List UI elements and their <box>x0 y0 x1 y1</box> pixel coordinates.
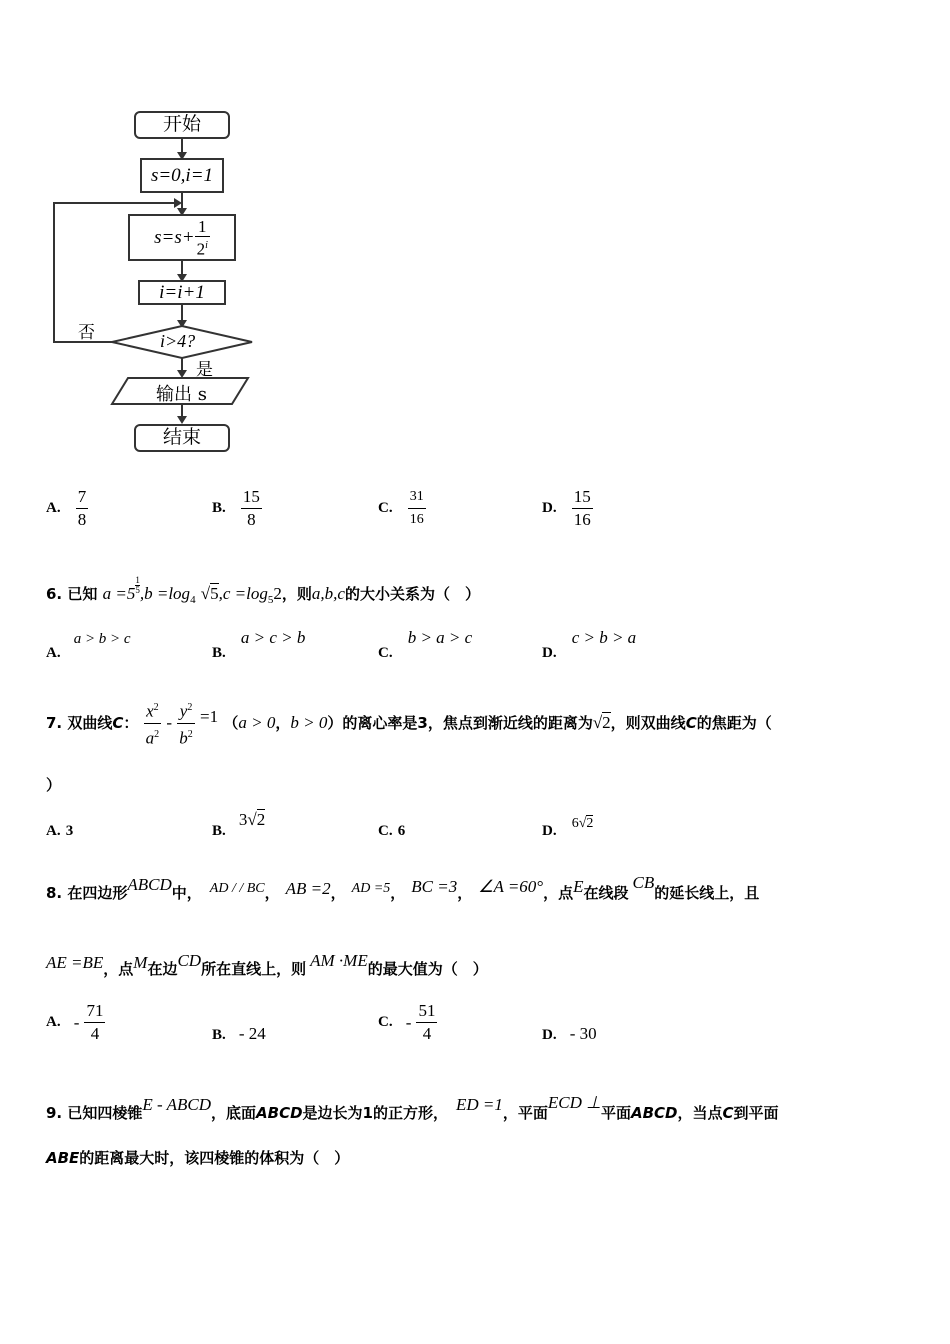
update-s-prefix: s=s+ <box>154 227 195 248</box>
q8-text5: 的延长线上，且 <box>654 884 760 902</box>
q8-l2-c1: AE =BE <box>46 953 104 972</box>
q6-prefix: 已知 <box>67 585 98 603</box>
q7-d-rad: 2 <box>586 816 594 831</box>
q7-cond-b: b > 0 <box>290 713 328 732</box>
q7-option-b[interactable]: B. 3√2 <box>212 810 266 839</box>
q9-text1: 已知四棱锥 <box>67 1104 143 1122</box>
q8-c-sign: - <box>405 1012 412 1032</box>
q7-y-den: b <box>179 728 188 748</box>
q8-abcd: ABCD <box>127 875 172 894</box>
q8-comma: ， <box>264 884 280 902</box>
q8-b-text: - 24 <box>238 1024 266 1043</box>
q8-a-den: 4 <box>90 1024 100 1043</box>
q8-option-c[interactable] <box>378 1000 437 1045</box>
update-s-num: 1 <box>195 218 210 237</box>
q8-l2-t4: 的最大值为（ ） <box>367 960 488 978</box>
q9-number: 9. <box>46 1104 63 1122</box>
option-letter: B. <box>212 1027 226 1043</box>
option-letter: C. <box>378 500 393 516</box>
q5-b-num: 15 <box>241 486 262 509</box>
q8-comma: ， <box>390 884 406 902</box>
q7-prefix: 双曲线 <box>67 714 113 732</box>
q6-b-expr: ,b =log <box>139 584 191 603</box>
q5-c-den: 16 <box>409 512 424 527</box>
q8-comma: ， <box>457 884 473 902</box>
q7-d-pre: 6 <box>571 816 579 831</box>
q5-a-num: 7 <box>76 486 89 509</box>
q6-number: 6. <box>46 585 63 603</box>
q6-vars: a,b,c <box>311 584 345 603</box>
q7-text1: 的离心率是3，焦点到渐近线的距离为 <box>342 714 593 732</box>
q8-comma: ， <box>330 884 346 902</box>
option-letter: B. <box>212 645 226 661</box>
option-letter: A. <box>46 645 61 661</box>
q6-option-d[interactable] <box>542 628 637 661</box>
option-letter: A. <box>46 500 61 516</box>
q9-abcd: ABCD <box>256 1104 303 1122</box>
q8-d-text: - 30 <box>569 1024 597 1043</box>
q7-stem: 7. 双曲线C： $\frac{x^2}{a^2}$ - $\frac{y^2}{b^2}$ =1 （a > 0，b > 0）的离心率是3，焦点到渐近线的距离为√2，则双曲线C的焦距为（ <box>46 690 772 750</box>
q8-stem <box>46 868 759 908</box>
q9-ed: ED =1 <box>456 1095 503 1114</box>
q8-c1: AD / / BC <box>209 881 265 896</box>
q7-cond-open: （ <box>223 714 239 732</box>
q7-minus: - <box>166 713 173 732</box>
condition-label: i>4? <box>160 331 196 351</box>
q7-colon: ： <box>123 714 139 732</box>
end-label: 结束 <box>162 427 201 448</box>
q6-option-c[interactable] <box>378 628 473 661</box>
q7-x-num: x <box>146 702 154 721</box>
q8-a-num: 71 <box>84 1000 105 1023</box>
output-label: 输出 s <box>156 384 207 405</box>
q9-stem <box>46 1088 779 1128</box>
q7-number: 7. <box>46 714 63 732</box>
q9-text4: ，平面 <box>502 1104 548 1122</box>
q6-a-expr: a =5 <box>102 584 136 603</box>
q8-number: 8. <box>46 884 63 902</box>
q6-stem: 6. 已知 a =5 $\frac{1}{5}$ $,b =\log_4$ $√5,c =\log_52$，则a,b,c的大小关系为（ ） <box>46 575 480 606</box>
q7-b-pre: 3 <box>238 810 248 829</box>
q7-option-c[interactable] <box>378 820 405 840</box>
q7-stem-line2: ） <box>46 776 62 794</box>
q7-cond-sep: ， <box>275 714 291 732</box>
q8-l2-t2: 在边 <box>147 960 178 978</box>
q7-text2: ，则双曲线 <box>610 714 686 732</box>
option-letter: B. <box>212 823 226 839</box>
q7-y-num: y <box>179 702 188 721</box>
update-s-node <box>128 214 236 261</box>
q6-b-text: a > c > b <box>240 628 306 647</box>
q5-d-num: 15 <box>572 486 593 509</box>
q6-b-sub: 4 <box>190 594 196 606</box>
q8-option-a[interactable] <box>46 1000 105 1045</box>
q6-suffix: 的大小关系为（ ） <box>344 585 480 603</box>
q9-abe: ABE <box>46 1149 80 1167</box>
q9-abcd2: ABCD <box>630 1104 678 1122</box>
option-letter: A. <box>46 823 61 839</box>
q8-text1: 在四边形 <box>67 884 128 902</box>
q6-a-text: a > b > c <box>73 631 131 647</box>
q6-c-expr: ,c =log <box>218 584 268 603</box>
q7-curve: C <box>112 714 124 732</box>
q8-l2-t1: ，点 <box>103 960 134 978</box>
init-node <box>140 158 224 193</box>
q6-middle: ，则 <box>281 585 312 603</box>
q9-ecd: ECD ⊥ <box>547 1093 601 1112</box>
option-letter: B. <box>212 500 226 516</box>
q5-option-d[interactable] <box>542 486 593 531</box>
q7-sq: 2 <box>154 729 160 740</box>
init-label: s=0,i=1 <box>150 165 214 186</box>
q5-option-b[interactable] <box>212 486 262 531</box>
q8-c-den: 4 <box>422 1024 432 1043</box>
q6-a-exp-den: 5 <box>135 585 140 595</box>
option-letter: C. <box>378 645 393 661</box>
q7-option-a[interactable] <box>46 820 73 840</box>
q8-c-num: 51 <box>416 1000 437 1023</box>
update-s-den: 2 <box>196 239 206 259</box>
q7-sq: 2 <box>187 702 193 714</box>
q8-l2-t3: 所在直线上，则 <box>201 960 307 978</box>
q7-text3: 的焦距为（ <box>696 714 772 732</box>
option-letter: D. <box>542 823 557 839</box>
q8-option-d[interactable] <box>542 1024 597 1044</box>
q6-c-sub: 5 <box>267 594 274 606</box>
option-letter: C. <box>378 823 393 839</box>
update-s-exp: i <box>205 240 208 252</box>
option-letter: D. <box>542 645 557 661</box>
q8-cb: CB <box>632 873 655 892</box>
q7-option-d[interactable]: D. 6√2 <box>542 816 594 839</box>
q7-cond-close: ） <box>327 714 343 732</box>
q9-text5: 平面 <box>600 1104 631 1122</box>
q8-m: M <box>133 953 148 972</box>
q8-a-sign: - <box>73 1012 80 1032</box>
increment-node <box>138 280 226 305</box>
q5-option-a[interactable] <box>46 486 88 531</box>
q5-c-num: 31 <box>408 486 426 509</box>
q5-option-c[interactable] <box>378 486 426 531</box>
q6-option-a[interactable] <box>46 628 131 661</box>
q8-text2: 中， <box>171 884 202 902</box>
q9-text7: 到平面 <box>733 1104 779 1122</box>
q7-eq: =1 <box>200 707 219 726</box>
q7-sqrt2: 2 <box>602 713 611 732</box>
start-node <box>134 111 230 139</box>
q9-text2: ，底面 <box>211 1104 257 1122</box>
q6-b-sqrt: 5 <box>210 584 219 603</box>
q8-c2: AB =2 <box>285 879 331 898</box>
q8-text3: ，点 <box>543 884 574 902</box>
q8-c3: AD =5 <box>351 881 391 896</box>
q7-x-den: a <box>145 728 155 748</box>
q6-d-text: c > b > a <box>571 628 637 647</box>
end-node <box>134 424 230 452</box>
yes-label: 是 <box>196 360 213 380</box>
q5-d-den: 16 <box>573 510 591 529</box>
q8-option-b[interactable] <box>212 1024 266 1044</box>
q5-a-den: 8 <box>77 510 87 529</box>
q8-e: E <box>573 877 584 896</box>
q7-cond-a: a > 0 <box>238 713 276 732</box>
option-letter: D. <box>542 500 557 516</box>
q6-c-tail: 2 <box>273 584 282 603</box>
q6-option-b[interactable] <box>212 628 306 661</box>
q6-a-exp-num: 1 <box>135 575 140 585</box>
q9-pyr: E - ABCD <box>142 1095 212 1114</box>
option-letter: A. <box>46 1014 61 1030</box>
q7-curve2: C <box>685 714 697 732</box>
q5-b-den: 8 <box>247 510 256 529</box>
q9-text6: ，当点 <box>677 1104 723 1122</box>
increment-label: i=i+1 <box>159 282 205 303</box>
q6-c-text: b > a > c <box>407 628 473 647</box>
q7-sq: 2 <box>153 702 159 714</box>
q9-text8: 的距离最大时，该四棱锥的体积为（ ） <box>79 1149 350 1167</box>
q8-stem-line2 <box>46 946 488 984</box>
option-letter: C. <box>378 1014 393 1030</box>
option-letter: D. <box>542 1027 557 1043</box>
q9-text3: 是边长为1的正方形， <box>302 1104 448 1122</box>
q8-c4: BC =3 <box>411 877 458 896</box>
q7-b-rad: 2 <box>256 810 266 829</box>
q8-c5: ∠A =60° <box>478 877 544 896</box>
q8-text4: 在线段 <box>583 884 629 902</box>
q8-cd: CD <box>177 951 202 970</box>
start-label: 开始 <box>162 114 201 135</box>
q8-am-me: AM ·ME <box>310 951 368 970</box>
no-label: 否 <box>78 323 95 343</box>
q7-sq: 2 <box>187 729 193 740</box>
q9-c: C <box>722 1104 734 1122</box>
q7-c-text: 6 <box>397 823 406 839</box>
q9-stem-line2 <box>46 1147 349 1168</box>
q7-a-text: 3 <box>65 823 74 839</box>
